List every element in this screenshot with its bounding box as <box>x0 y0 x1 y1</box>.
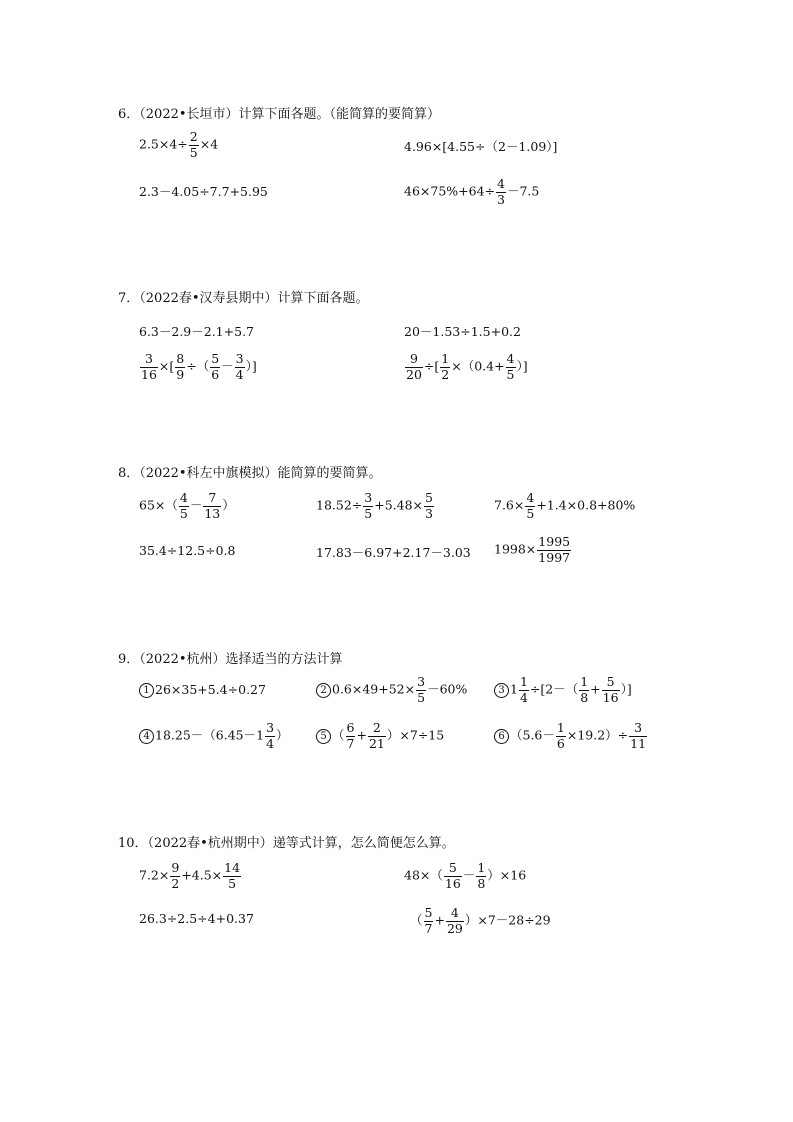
denominator: 16 <box>602 689 619 705</box>
q9-expression-6 <box>494 722 648 750</box>
denominator: 2 <box>171 875 180 891</box>
q8-expression-4: 35.4÷12.5÷0.8 <box>139 543 236 558</box>
denominator: 5 <box>179 505 188 521</box>
expr-text: －7.5 <box>506 183 540 199</box>
fraction <box>525 492 535 520</box>
denominator: 2 <box>441 366 450 382</box>
q10-expression-1 <box>139 862 242 890</box>
denominator: 16 <box>141 366 157 382</box>
fraction <box>506 353 516 381</box>
denominator: 1997 <box>538 549 571 565</box>
question-10-heading: 10．（2022春•杭州期中）递等式计算，怎么简便怎么算。 <box>118 836 455 851</box>
expr-text: ×19.2）÷ <box>566 727 629 743</box>
expr-text: +1.4×0.8+80% <box>536 497 636 513</box>
fraction <box>175 353 185 381</box>
denominator: 8 <box>477 875 486 891</box>
denominator: 6 <box>556 735 565 751</box>
fraction <box>519 676 529 704</box>
circled-number-4: 4 <box>139 729 154 744</box>
expr-text: ×[ <box>158 358 175 374</box>
numerator: 4 <box>526 490 535 505</box>
expr-text: +5.48× <box>374 497 423 513</box>
q7-expression-2: 20－1.53÷1.5+0.2 <box>404 324 521 339</box>
fraction <box>602 676 620 704</box>
denominator: 11 <box>630 735 647 751</box>
denominator: 6 <box>211 366 220 382</box>
q9-expression-5 <box>316 722 444 750</box>
q10-expression-3: 26.3÷2.5÷4+0.37 <box>139 911 254 926</box>
expr-text: 26×35+5.4÷0.27 <box>155 682 266 697</box>
expr-text: － <box>462 867 476 883</box>
denominator: 5 <box>189 144 198 160</box>
numerator: 1 <box>477 860 486 875</box>
fraction <box>363 492 373 520</box>
denominator: 4 <box>519 689 528 705</box>
q9-expression-1 <box>139 682 266 698</box>
expr-text: ）] <box>516 358 528 374</box>
numerator: 2 <box>368 722 386 737</box>
fraction <box>189 131 199 159</box>
expr-text: （ <box>332 727 345 743</box>
fraction <box>368 722 386 750</box>
expr-text: ÷[2－（ <box>529 681 579 697</box>
expr-text: +4.5× <box>181 867 223 883</box>
fraction <box>446 907 464 935</box>
q8-expression-6 <box>494 536 572 564</box>
expr-text: 18.25－（6.45－1 <box>155 727 265 743</box>
q9-expression-4 <box>139 722 289 750</box>
circled-number-3: 3 <box>494 683 509 698</box>
q8-expression-3 <box>494 492 635 520</box>
expr-text: 1 <box>510 681 518 697</box>
expr-text: ÷[ <box>423 358 440 374</box>
denominator: 5 <box>506 366 515 382</box>
fraction <box>170 862 180 890</box>
question-6-heading: 6．（2022•长垣市）计算下面各题。（能简算的要简算） <box>118 107 441 122</box>
q8-expression-1 <box>139 492 235 520</box>
expr-text: 46×75%+64÷ <box>404 183 496 199</box>
denominator: 20 <box>406 366 422 382</box>
denominator: 7 <box>424 920 433 936</box>
numerator: 1 <box>519 674 528 689</box>
q8-expression-2 <box>316 492 435 520</box>
denominator: 4 <box>235 366 244 382</box>
numerator: 3 <box>235 351 244 366</box>
q10-expression-2 <box>404 862 526 890</box>
fraction <box>179 492 189 520</box>
fraction <box>203 492 221 520</box>
numerator: 9 <box>171 860 180 875</box>
fraction <box>629 722 647 750</box>
numerator: 7 <box>203 492 221 507</box>
denominator: 8 <box>580 689 589 705</box>
numerator: 1 <box>580 674 589 689</box>
expr-text: ）×7－28÷29 <box>464 912 551 928</box>
expr-text: ）] <box>620 681 632 697</box>
expr-text: 2.5×4÷ <box>139 136 188 152</box>
expr-text: 18.52÷ <box>316 497 363 513</box>
fraction <box>235 353 245 381</box>
question-7-heading: 7．（2022春•汉寿县期中）计算下面各题。 <box>118 291 369 306</box>
numerator: 3 <box>266 720 275 735</box>
expr-text: ） <box>222 497 235 513</box>
circled-number-6: 6 <box>494 729 509 744</box>
fraction <box>416 676 426 704</box>
numerator: 4 <box>506 351 515 366</box>
fraction <box>210 353 220 381</box>
fraction <box>579 676 589 704</box>
question-9-heading: 9．（2022•杭州）选择适当的方法计算 <box>118 652 343 667</box>
numerator: 4 <box>446 907 464 922</box>
q10-expression-4 <box>410 907 551 935</box>
expr-text: － <box>189 497 203 513</box>
numerator: 3 <box>417 674 426 689</box>
numerator: 5 <box>424 905 433 920</box>
q7-expression-1: 6.3－2.9－2.1+5.7 <box>139 324 254 339</box>
circled-number-1: 1 <box>139 683 154 698</box>
expr-text: + <box>434 912 445 928</box>
numerator: 5 <box>211 351 220 366</box>
expr-text: ×（0.4+ <box>451 358 505 374</box>
numerator: 1995 <box>538 534 571 549</box>
numerator: 5 <box>444 862 462 877</box>
fraction <box>140 353 158 381</box>
denominator: 5 <box>417 689 426 705</box>
numerator: 2 <box>189 129 198 144</box>
numerator: 1 <box>556 720 565 735</box>
denominator: 13 <box>204 505 221 521</box>
expr-text: 65×（ <box>139 497 178 513</box>
numerator: 9 <box>405 353 423 368</box>
fraction <box>405 353 423 381</box>
fraction <box>537 536 571 564</box>
expr-text: + <box>590 681 601 697</box>
denominator: 5 <box>228 875 237 891</box>
expr-text: － <box>221 358 234 374</box>
denominator: 4 <box>266 735 275 751</box>
expr-text: （5.6－ <box>510 727 555 743</box>
expr-text: 7.2× <box>139 867 170 883</box>
expr-text: 0.6×49+52× <box>332 681 416 697</box>
expr-text: （ <box>410 912 423 928</box>
expr-text: －60% <box>427 681 468 697</box>
q6-expression-2: 4.96×[4.55÷（2－1.09）] <box>404 139 558 154</box>
expr-text: ）] <box>245 358 257 374</box>
expr-text: ×4 <box>199 136 219 152</box>
fraction <box>444 862 462 890</box>
expr-text: ）×16 <box>487 867 527 883</box>
circled-number-2: 2 <box>316 683 331 698</box>
numerator: 8 <box>176 351 185 366</box>
denominator: 9 <box>176 366 185 382</box>
fraction <box>424 907 434 935</box>
expr-text: ÷（ <box>186 358 210 374</box>
q7-expression-3 <box>139 353 257 381</box>
denominator: 5 <box>364 505 373 521</box>
expr-text: 48×（ <box>404 867 443 883</box>
numerator: 4 <box>179 490 188 505</box>
expr-text: 7.6× <box>494 497 525 513</box>
q9-expression-3 <box>494 676 632 704</box>
expr-text: 1998× <box>494 541 537 557</box>
q7-expression-4 <box>404 353 528 381</box>
numerator: 5 <box>425 490 433 505</box>
expr-text: + <box>356 727 367 743</box>
denominator: 21 <box>368 735 385 751</box>
fraction <box>424 492 434 520</box>
question-8-heading: 8．（2022•科左中旗模拟）能简算的要简算。 <box>118 466 382 481</box>
fraction <box>556 722 566 750</box>
fraction <box>223 862 241 890</box>
numerator: 5 <box>602 676 620 691</box>
fraction <box>346 722 356 750</box>
denominator: 3 <box>425 505 433 521</box>
numerator: 3 <box>629 722 647 737</box>
fraction <box>265 722 275 750</box>
q8-expression-5: 17.83－6.97+2.17－3.03 <box>316 545 471 560</box>
q6-expression-1 <box>139 131 218 159</box>
q6-expression-3: 2.3－4.05÷7.7+5.95 <box>139 184 268 199</box>
numerator: 14 <box>224 860 241 875</box>
numerator: 3 <box>140 353 158 368</box>
q9-expression-2 <box>316 676 467 704</box>
fraction <box>476 862 486 890</box>
fraction <box>440 353 450 381</box>
numerator: 6 <box>346 720 355 735</box>
denominator: 7 <box>346 735 355 751</box>
numerator: 3 <box>364 490 373 505</box>
expr-text: ） <box>276 727 289 743</box>
circled-number-5: 5 <box>316 729 331 744</box>
numerator: 1 <box>441 351 450 366</box>
denominator: 5 <box>526 505 535 521</box>
numerator: 4 <box>497 176 505 191</box>
expr-text: ）×7÷15 <box>386 727 445 743</box>
denominator: 3 <box>497 191 505 207</box>
q6-expression-4 <box>404 178 539 206</box>
fraction <box>496 178 506 206</box>
denominator: 16 <box>444 875 461 891</box>
denominator: 29 <box>446 920 463 936</box>
